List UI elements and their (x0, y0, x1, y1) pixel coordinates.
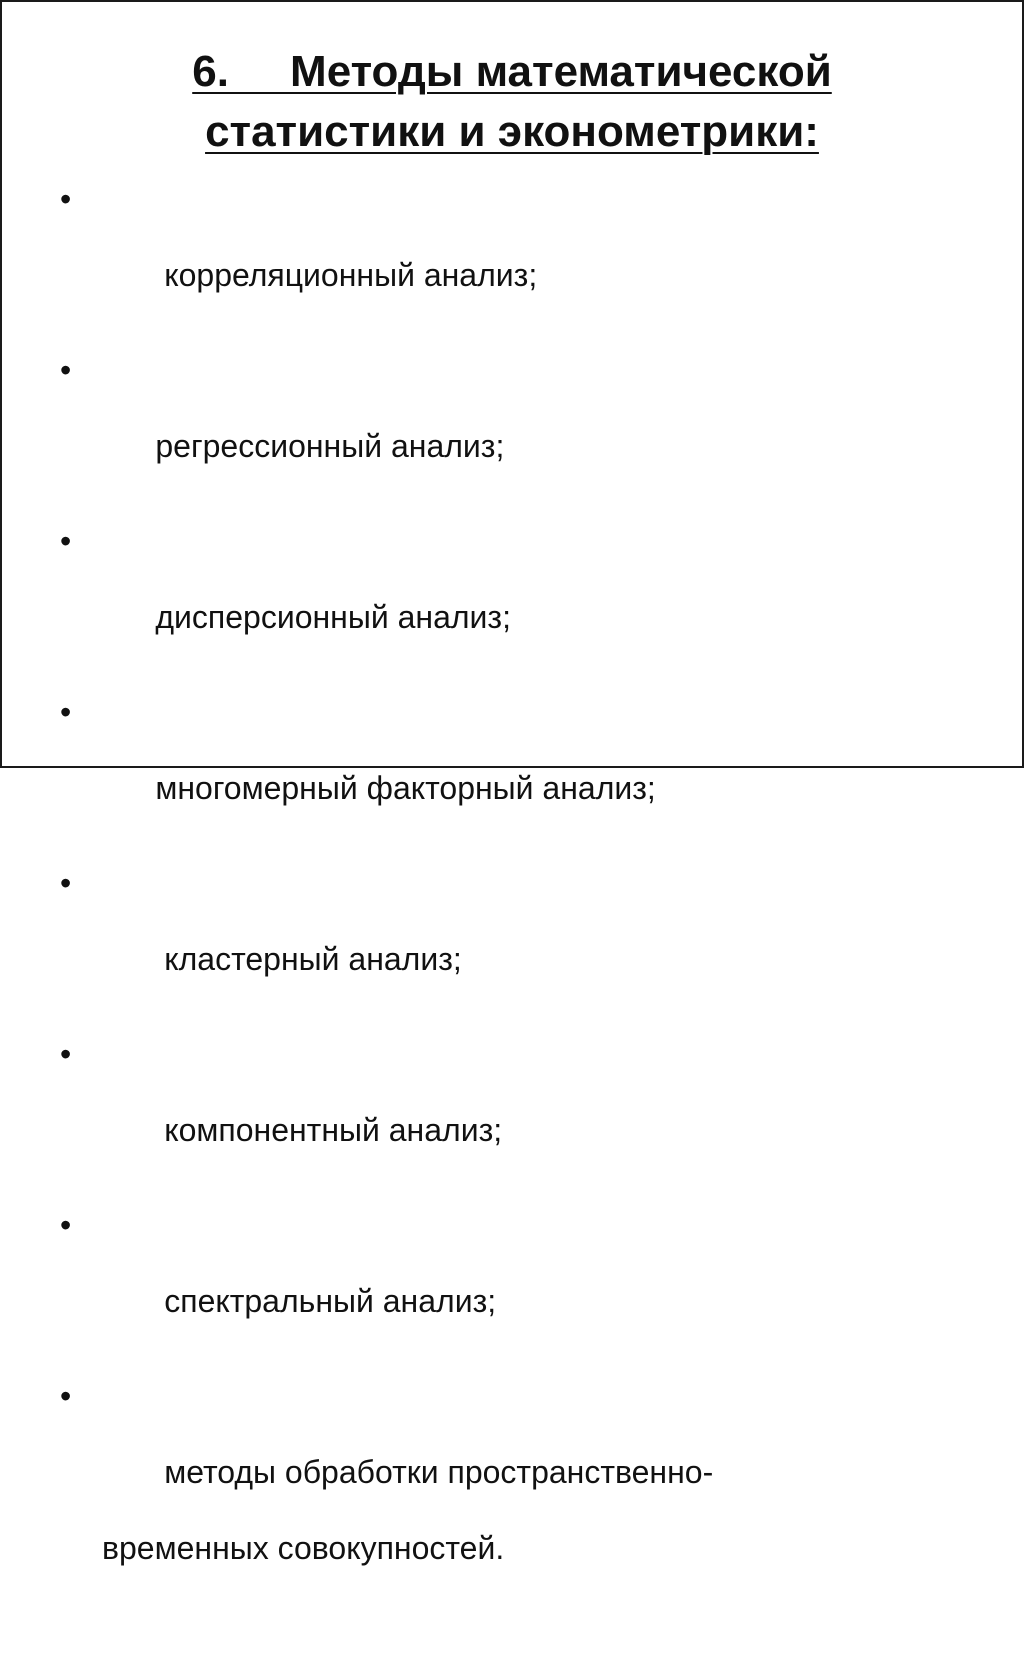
slide-title-line-2: статистики и эконометрики: (205, 107, 819, 156)
bullet-icon: • (60, 694, 72, 730)
bullet-icon: • (60, 181, 72, 217)
list-item (60, 351, 713, 503)
list-item (60, 693, 713, 845)
list-item-text: кластерный анализ; (155, 941, 462, 977)
list-item (60, 1206, 713, 1358)
list-item (60, 864, 713, 1016)
bullet-icon: • (60, 1036, 72, 1072)
list-item (60, 522, 713, 674)
list-item (60, 1035, 713, 1187)
bullet-icon: • (60, 523, 72, 559)
list-item-text-continuation: временных совокупностей. (102, 1530, 505, 1566)
list-item-text: компонентный анализ; (155, 1112, 503, 1148)
list-item-text: дисперсионный анализ; (155, 599, 511, 635)
list-item (60, 180, 713, 332)
list-item-text: регрессионный анализ; (155, 428, 505, 464)
list-item-text: многомерный факторный анализ; (155, 770, 656, 806)
slide-title (2, 42, 1022, 162)
bullet-icon: • (60, 1378, 72, 1414)
list-item-text: спектральный анализ; (155, 1283, 497, 1319)
list-item-text: методы обработки пространственно- (155, 1454, 714, 1490)
list-item-text: корреляционный анализ; (155, 257, 538, 293)
bullet-icon: • (60, 352, 72, 388)
slide-title-line-1: 6. Методы математической (192, 47, 832, 96)
bullet-icon: • (60, 865, 72, 901)
bullet-list (60, 180, 713, 1662)
list-item (60, 1377, 713, 1643)
bullet-icon: • (60, 1207, 72, 1243)
